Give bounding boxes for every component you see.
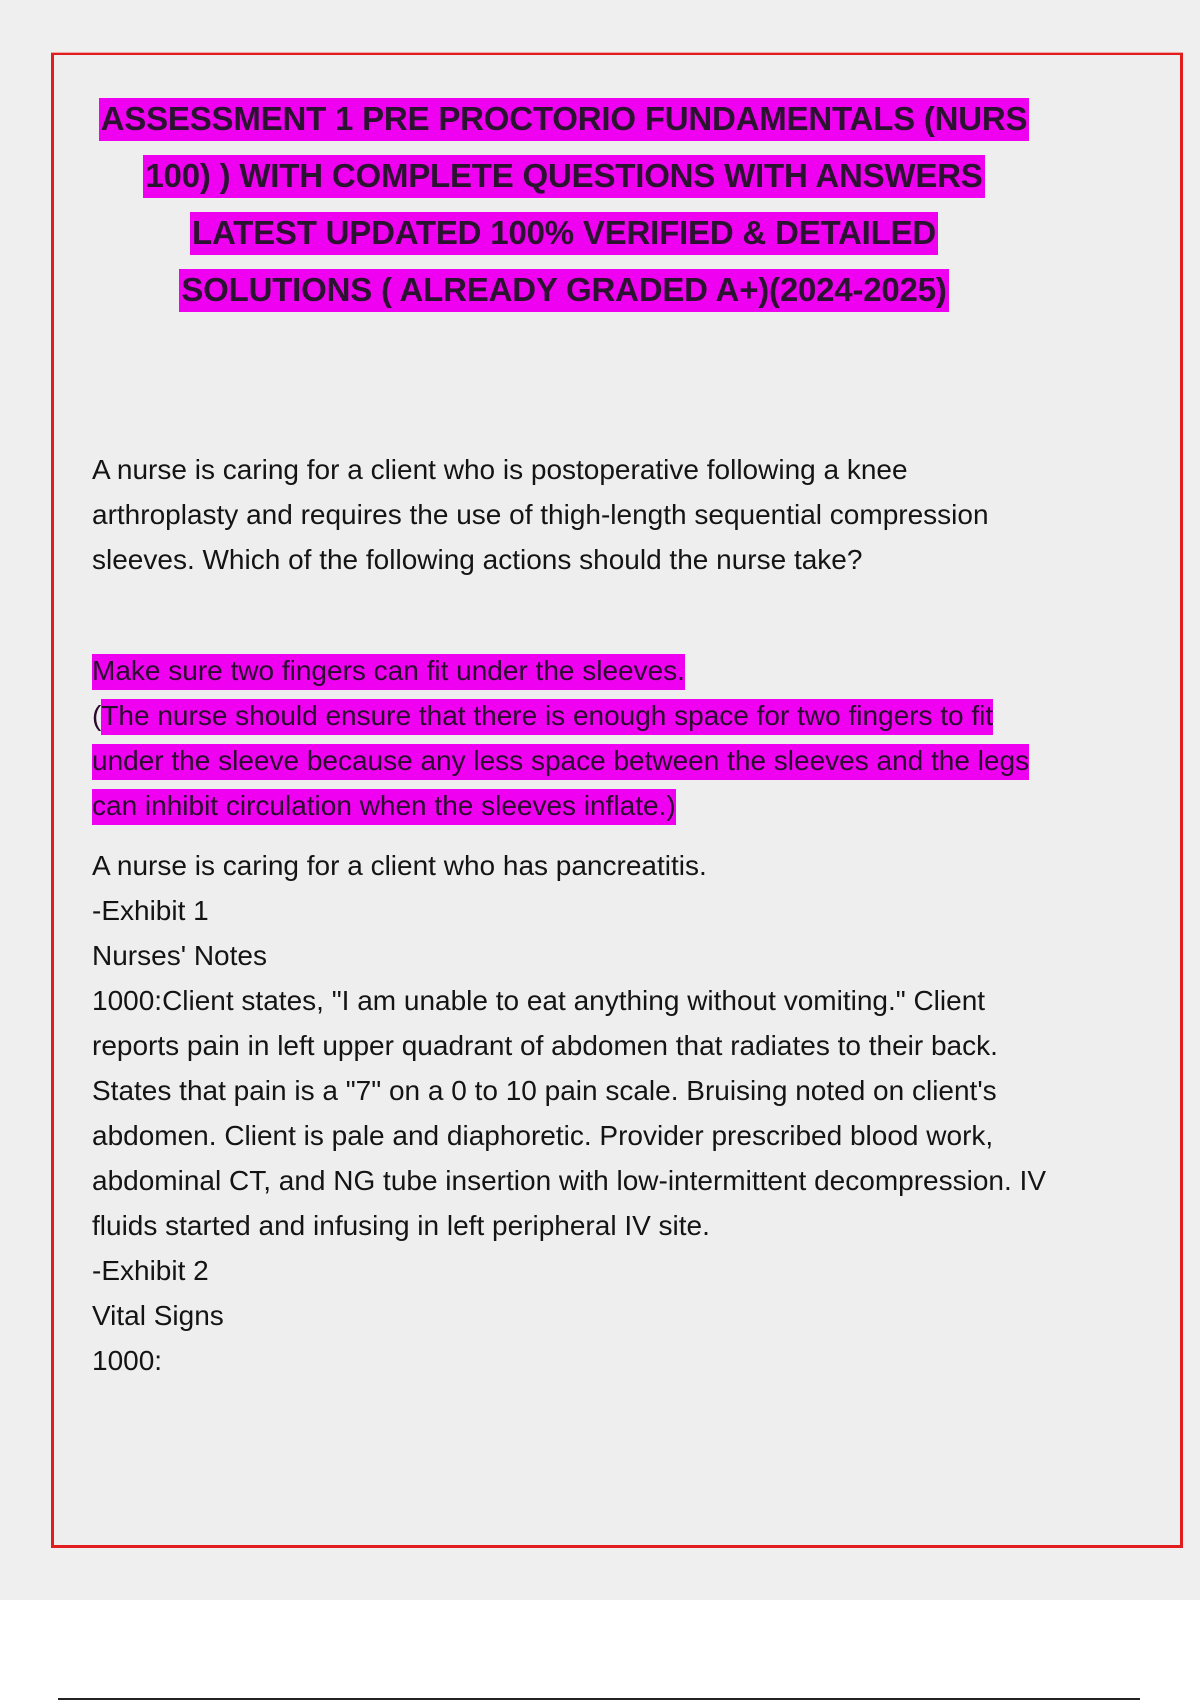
answer-1-rationale: The nurse should ensure that there is enough space for two fingers to fit under the sleeve because any less space between the sleeves and the legs can inhibit circulation when the sleeves inflate.) [92,699,1029,825]
exhibit-1-label: -Exhibit 1 [92,895,209,926]
title-line-2: 100) ) WITH COMPLETE QUESTIONS WITH ANSWERS [143,155,984,198]
answer-1 [92,648,1052,828]
title-line-4: SOLUTIONS ( ALREADY GRADED A+)(2024-2025) [179,269,948,312]
answer-1-rationale-open: ( [92,700,102,731]
document-title [92,90,1036,318]
exhibit-2-title: Vital Signs [92,1300,224,1331]
exhibit-1-title: Nurses' Notes [92,940,267,971]
title-line-1: ASSESSMENT 1 PRE PROCTORIO FUNDAMENTALS (NURS [99,98,1030,141]
answer-1-text: Make sure two fingers can fit under the sleeves. [92,654,685,690]
question-2-intro: A nurse is caring for a client who has pancreatitis. [92,850,707,881]
question-1-text: A nurse is caring for a client who is postoperative following a knee arthroplasty and requires the use of thigh-length sequential compression sleeves. Which of the following actions should the nurse take? [92,454,989,575]
exhibit-2-label: -Exhibit 2 [92,1255,209,1286]
question-2 [92,843,1052,1383]
exhibit-2-time: 1000: [92,1345,163,1376]
exhibit-1-text: 1000:Client states, "I am unable to eat anything without vomiting." Client reports pain in left upper quadrant of abdomen that radiates to their back. States that pain is a "7" on a 0 to 10 pain scale. Bruising noted on client's abdomen. Client is pale and diaphoretic. Provider prescribed blood work, abdominal CT, and NG tube insertion with low-intermittent decompression. IV fluids started and infusing in left peripheral IV site. [92,985,1046,1241]
title-line-3: LATEST UPDATED 100% VERIFIED & DETAILED [190,212,938,255]
